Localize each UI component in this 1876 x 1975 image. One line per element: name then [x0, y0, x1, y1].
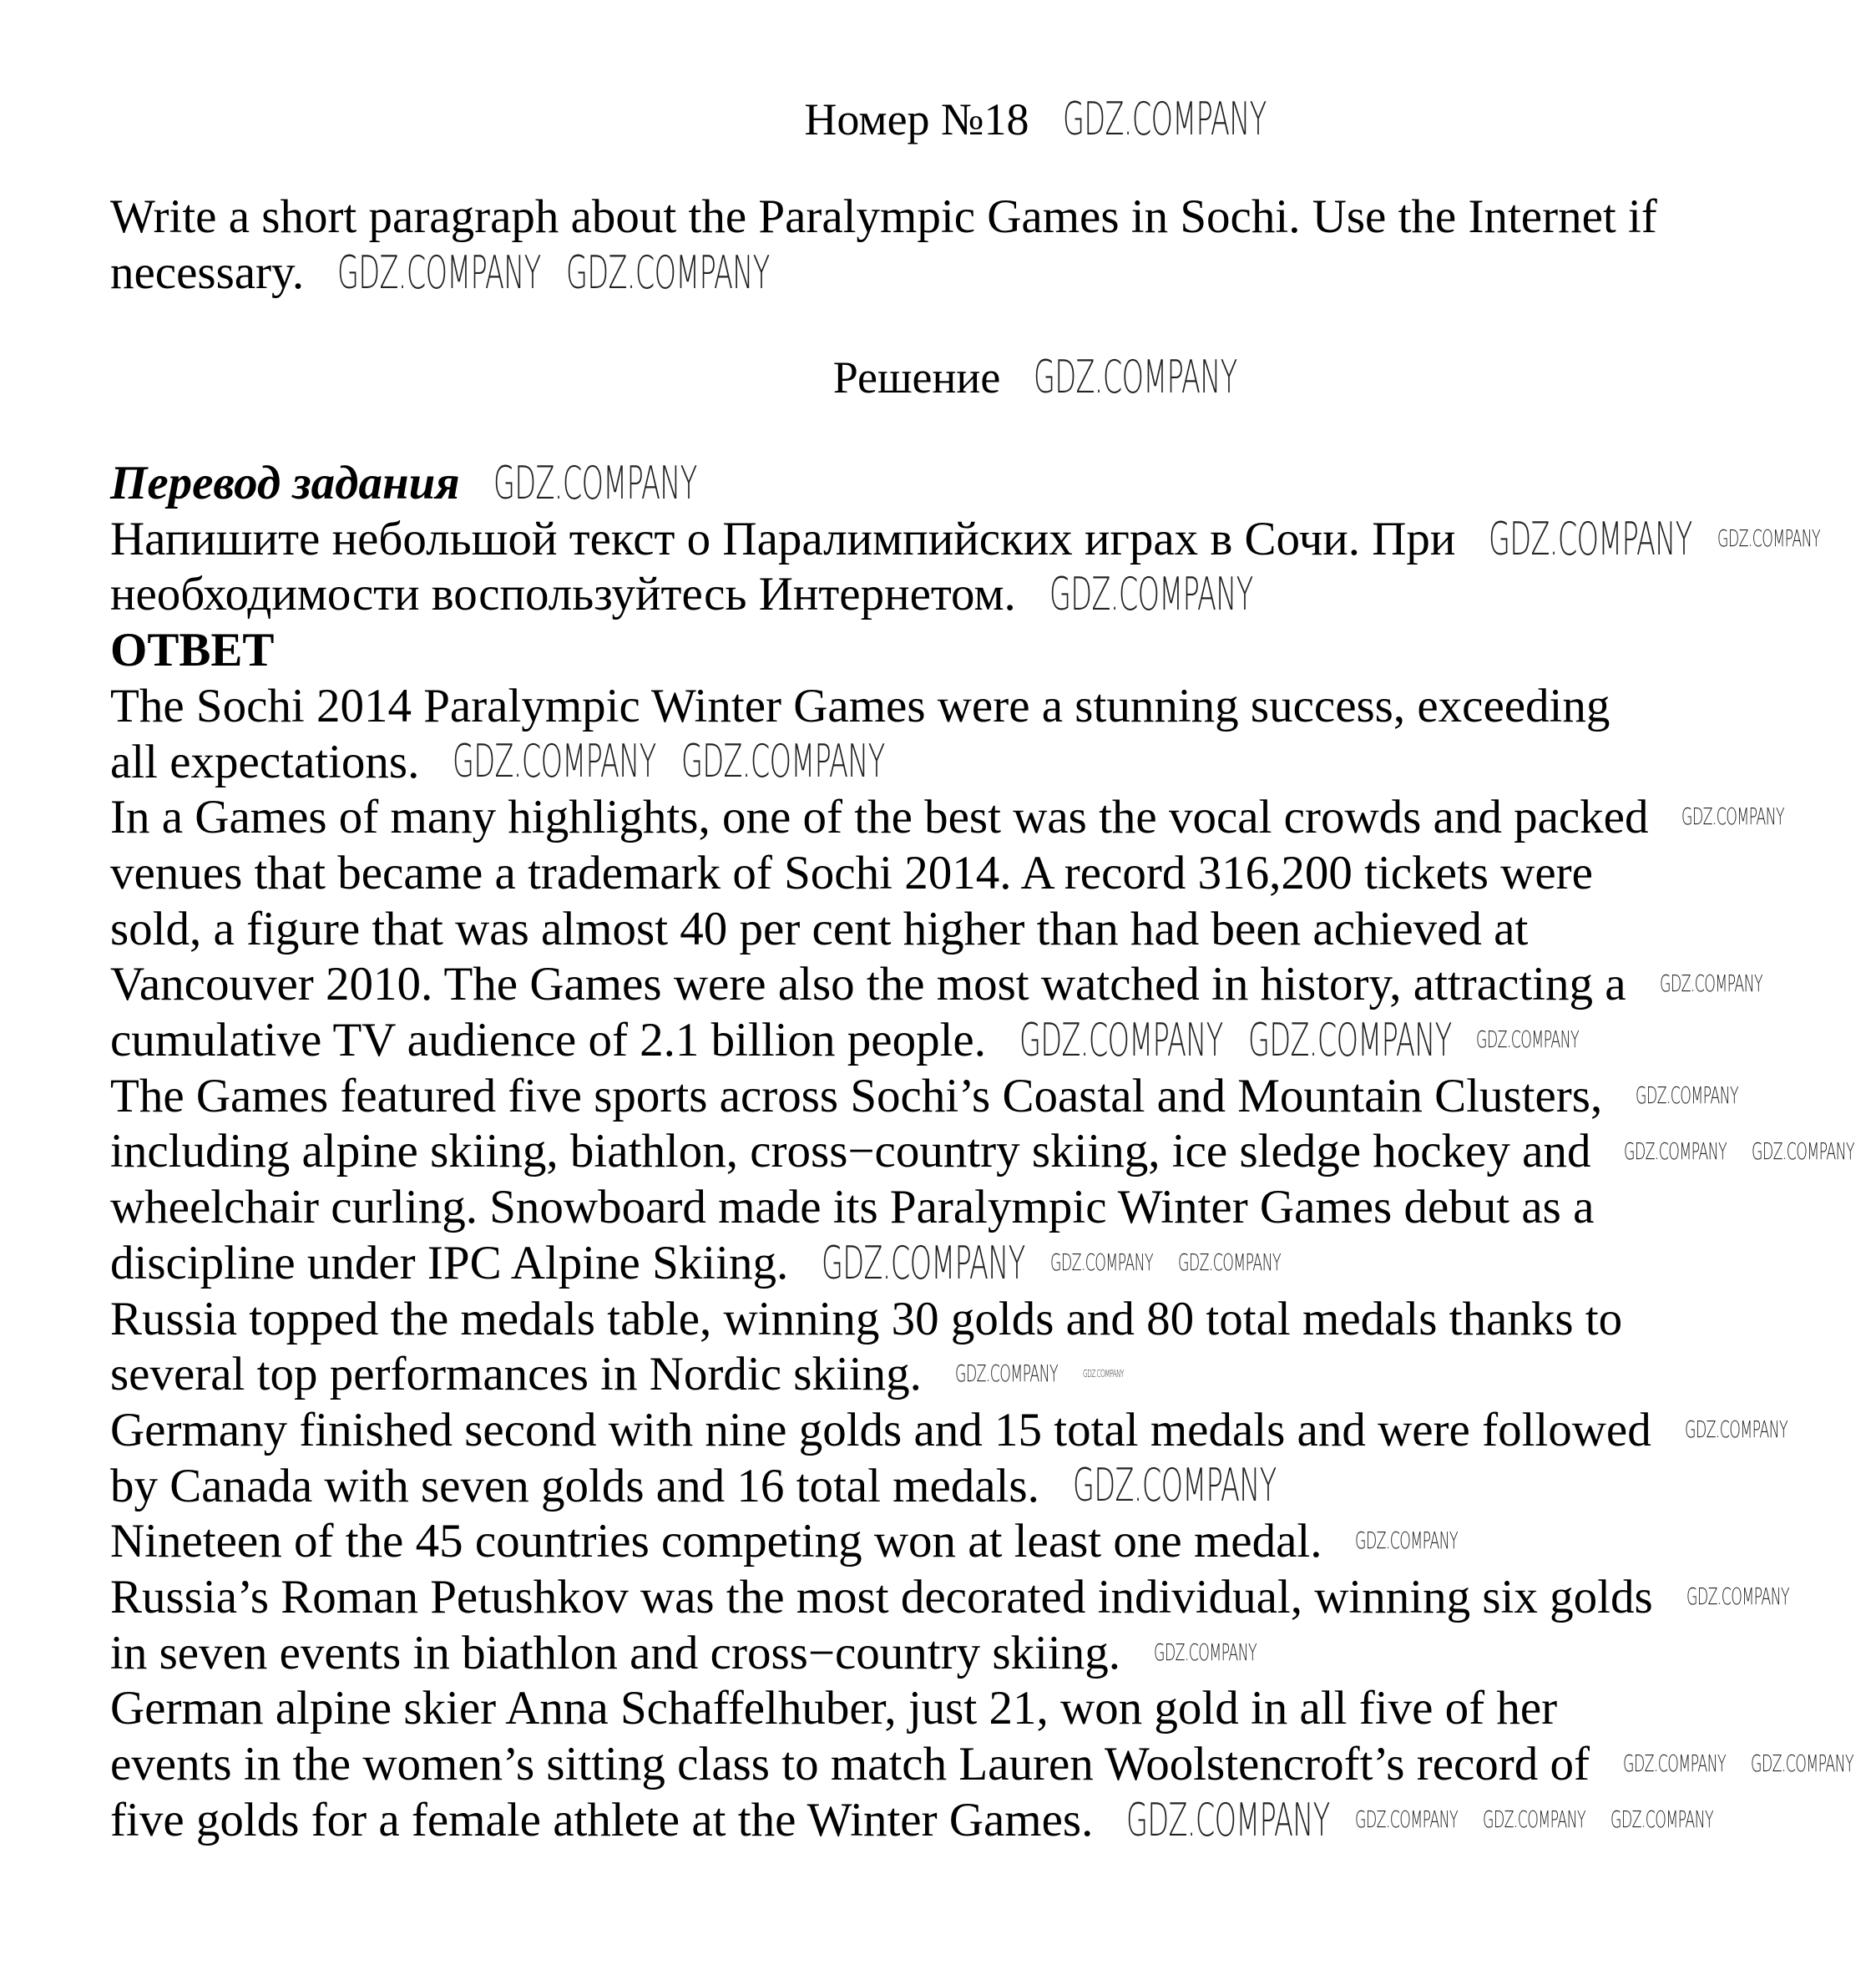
- answer-line: events in the women’s sitting class to match Lauren Woolstencroft’s record of: [110, 1738, 1590, 1791]
- answer-line: sold, a figure that was almost 40 per cent higher than had been achieved at: [110, 902, 1529, 955]
- translation-line: Напишите небольшой текст о Паралимпийских играх в Сочи. При: [110, 512, 1456, 565]
- watermark: GDZ.COMPANY: [954, 1360, 1058, 1388]
- watermark: GDZ.COMPANY: [453, 735, 656, 788]
- watermark: GDZ.COMPANY: [1177, 1248, 1281, 1276]
- watermark: GDZ.COMPANY: [1482, 1805, 1585, 1833]
- task-line: Write a short paragraph about the Paralympic Games in Sochi. Use the Internet if: [110, 190, 1657, 243]
- solution-heading: Решение: [832, 352, 1001, 403]
- answer-line: all expectations.: [110, 735, 420, 788]
- answer-line: including alpine skiing, biathlon, cross−country skiing, ice sledge hockey and: [110, 1125, 1591, 1178]
- page-title: Номер №18: [804, 94, 1029, 144]
- translation-line: необходимости воспользуйтесь Интернетом.: [110, 568, 1016, 621]
- watermark: GDZ.COMPANY: [1126, 1793, 1330, 1846]
- content: [110, 456, 1822, 1849]
- watermark: GDZ.COMPANY: [1751, 1750, 1854, 1778]
- answer-line: Russia topped the medals table, winning 30 golds and 80 total medals thanks to: [110, 1292, 1623, 1345]
- watermark: GDZ.COMPANY: [1752, 1137, 1855, 1165]
- translation-text: [110, 512, 1822, 623]
- watermark: GDZ.COMPANY: [1636, 1081, 1739, 1109]
- answer-line: Russia’s Roman Petushkov was the most decorated individual, winning six golds: [110, 1571, 1653, 1624]
- watermark: GDZ.COMPANY: [1717, 524, 1820, 552]
- answer-line: in seven events in biathlon and cross−country skiing.: [110, 1626, 1120, 1679]
- watermark: GDZ.COMPANY: [493, 456, 697, 509]
- watermark: GDZ.COMPANY: [1623, 1750, 1727, 1778]
- answer-line: Germany finished second with nine golds and 15 total medals and were followed: [110, 1403, 1651, 1456]
- task-text: [110, 190, 1780, 301]
- answer-line: German alpine skier Anna Schaffelhuber, just 21, won gold in all five of her: [110, 1682, 1558, 1735]
- watermark: GDZ.COMPANY: [337, 246, 541, 299]
- answer-line: by Canada with seven golds and 16 total medals.: [110, 1459, 1039, 1512]
- answer-line: several top performances in Nordic skiing.: [110, 1348, 922, 1401]
- watermark: GDZ.COMPANY: [1247, 1013, 1452, 1066]
- answer-line: cumulative TV audience of 2.1 billion people.: [110, 1014, 986, 1067]
- answer-text: [110, 679, 1822, 1849]
- watermark: GDZ.COMPANY: [1049, 1248, 1153, 1276]
- answer-line: In a Games of many highlights, one of the best was the vocal crowds and packed: [110, 791, 1649, 844]
- watermark: GDZ.COMPANY: [1082, 1368, 1124, 1380]
- watermark: GDZ.COMPANY: [1681, 803, 1785, 831]
- watermark: GDZ.COMPANY: [1610, 1805, 1713, 1833]
- answer-line: The Sochi 2014 Paralympic Winter Games were a stunning success, exceeding: [110, 679, 1611, 732]
- watermark: GDZ.COMPANY: [1684, 1415, 1788, 1444]
- watermark: GDZ.COMPANY: [680, 735, 885, 788]
- answer-line: five golds for a female athlete at the Winter Games.: [110, 1793, 1094, 1846]
- watermark: GDZ.COMPANY: [1062, 93, 1267, 146]
- watermark: GDZ.COMPANY: [1019, 1013, 1223, 1066]
- watermark: GDZ.COMPANY: [565, 246, 770, 299]
- watermark: GDZ.COMPANY: [1153, 1638, 1257, 1666]
- watermark: GDZ.COMPANY: [1489, 512, 1692, 565]
- answer-line: Nineteen of the 45 countries competing won at least one medal.: [110, 1515, 1322, 1568]
- answer-line: Vancouver 2010. The Games were also the most watched in history, attracting a: [110, 958, 1626, 1011]
- watermark: GDZ.COMPANY: [1049, 568, 1253, 621]
- answer-line: discipline under IPC Alpine Skiing.: [110, 1236, 789, 1289]
- watermark: GDZ.COMPANY: [1624, 1137, 1727, 1165]
- watermark: GDZ.COMPANY: [1354, 1805, 1458, 1833]
- watermark: GDZ.COMPANY: [1355, 1527, 1459, 1555]
- watermark: GDZ.COMPANY: [1476, 1025, 1580, 1054]
- watermark: GDZ.COMPANY: [1686, 1583, 1789, 1611]
- watermark: GDZ.COMPANY: [1034, 351, 1237, 404]
- answer-line: The Games featured five sports across Sochi’s Coastal and Mountain Clusters,: [110, 1069, 1603, 1122]
- task-line: necessary.: [110, 246, 305, 299]
- watermark: GDZ.COMPANY: [1659, 970, 1762, 998]
- translation-heading: Перевод задания: [110, 457, 460, 509]
- answer-line: wheelchair curling. Snowboard made its Paralympic Winter Games debut as a: [110, 1181, 1595, 1234]
- watermark: GDZ.COMPANY: [1072, 1459, 1277, 1512]
- answer-heading: ОТВЕТ: [110, 624, 275, 677]
- answer-line: venues that became a trademark of Sochi 2014. A record 316,200 tickets were: [110, 846, 1593, 899]
- watermark: GDZ.COMPANY: [822, 1236, 1025, 1289]
